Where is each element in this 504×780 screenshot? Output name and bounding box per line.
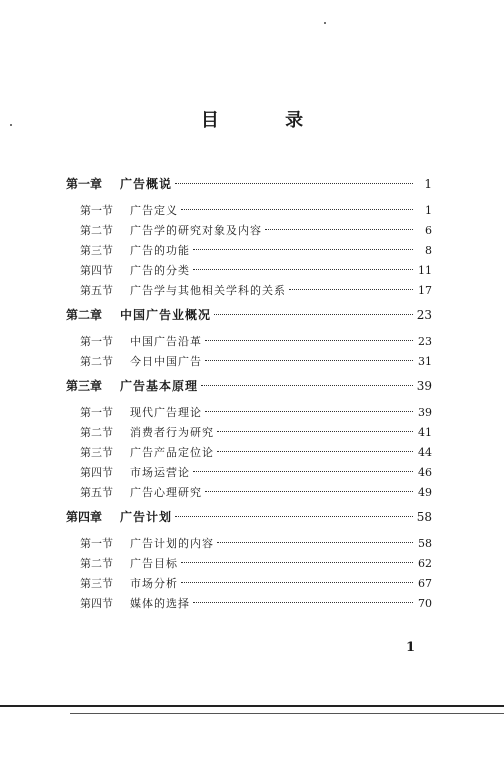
chapter-title: 广告基本原理 — [120, 379, 199, 393]
toc-section-row — [66, 463, 432, 483]
section-number: 第一节 — [80, 204, 113, 217]
toc-section-row — [66, 534, 432, 554]
dot-leader — [175, 516, 413, 517]
toc-section-row — [66, 241, 432, 261]
toc-chapter-row — [66, 507, 432, 528]
page-number: 39 — [416, 379, 432, 393]
dot-leader — [201, 385, 413, 386]
page-number: 58 — [416, 510, 432, 524]
section-title: 广告产品定位论 — [130, 446, 214, 459]
scan-speck — [324, 22, 326, 24]
section-title: 媒体的选择 — [130, 597, 190, 610]
section-title: 广告的分类 — [130, 264, 190, 277]
page-number: 39 — [418, 406, 432, 419]
dot-leader — [193, 602, 413, 603]
page-number: 23 — [418, 335, 432, 348]
bottom-rule-secondary — [70, 713, 504, 714]
page-number: 44 — [418, 446, 432, 459]
section-number: 第二节 — [80, 355, 113, 368]
page-number: 41 — [418, 426, 432, 439]
section-title: 消费者行为研究 — [130, 426, 214, 439]
toc-section-row — [66, 554, 432, 574]
toc-section-row — [66, 483, 432, 503]
page-folio: 1 — [406, 640, 416, 655]
section-number: 第二节 — [80, 224, 113, 237]
toc-chapter-row — [66, 305, 432, 326]
page-number: 62 — [418, 557, 432, 570]
scan-speck — [10, 124, 12, 126]
toc-section-row — [66, 352, 432, 372]
toc-section-row — [66, 332, 432, 352]
page-number: 58 — [418, 537, 432, 550]
page-number: 11 — [418, 264, 432, 277]
chapter-title: 广告计划 — [120, 510, 173, 524]
dot-leader — [217, 542, 413, 543]
chapter-number: 第三章 — [66, 379, 103, 393]
toc-section-row — [66, 594, 432, 614]
page-number: 31 — [418, 355, 432, 368]
toc-section-row — [66, 281, 432, 301]
section-number: 第三节 — [80, 244, 113, 257]
dot-leader — [289, 289, 413, 290]
page-number: 1 — [424, 177, 432, 191]
toc-section-row — [66, 574, 432, 594]
dot-leader — [181, 582, 413, 583]
section-number: 第四节 — [80, 264, 113, 277]
dot-leader — [193, 269, 413, 270]
section-number: 第一节 — [80, 335, 113, 348]
toc-section-row — [66, 201, 432, 221]
chapter-title: 广告概说 — [120, 177, 173, 191]
toc-section-row — [66, 403, 432, 423]
section-title: 广告的功能 — [130, 244, 190, 257]
dot-leader — [181, 562, 413, 563]
dot-leader — [217, 451, 413, 452]
toc-section-row — [66, 423, 432, 443]
page-number: 23 — [416, 308, 432, 322]
section-title: 市场运营论 — [130, 466, 190, 479]
section-number: 第一节 — [80, 406, 113, 419]
chapter-number: 第四章 — [66, 510, 103, 524]
section-number: 第四节 — [80, 466, 113, 479]
toc-chapter-row — [66, 376, 432, 397]
toc-section-row — [66, 221, 432, 241]
dot-leader — [205, 491, 413, 492]
dot-leader — [193, 249, 413, 250]
section-number: 第五节 — [80, 284, 113, 297]
section-number: 第二节 — [80, 557, 113, 570]
section-title: 广告目标 — [130, 557, 178, 570]
page-number: 46 — [418, 466, 432, 479]
section-title: 现代广告理论 — [130, 406, 202, 419]
section-title: 广告学与其他相关学科的关系 — [130, 284, 286, 297]
dot-leader — [214, 314, 413, 315]
chapter-number: 第一章 — [66, 177, 103, 191]
page-title: 目 录 — [200, 110, 334, 131]
section-title: 中国广告沿革 — [130, 335, 202, 348]
section-title: 广告计划的内容 — [130, 537, 214, 550]
section-title: 今日中国广告 — [130, 355, 202, 368]
dot-leader — [205, 340, 413, 341]
section-number: 第一节 — [80, 537, 113, 550]
section-title: 市场分析 — [130, 577, 178, 590]
dot-leader — [205, 360, 413, 361]
toc-section-row — [66, 261, 432, 281]
page-number: 49 — [418, 486, 432, 499]
section-number: 第二节 — [80, 426, 113, 439]
page-number: 6 — [425, 224, 432, 237]
page-number: 70 — [418, 597, 432, 610]
page-number: 67 — [418, 577, 432, 590]
dot-leader — [181, 209, 413, 210]
section-title: 广告学的研究对象及内容 — [130, 224, 262, 237]
section-title: 广告心理研究 — [130, 486, 202, 499]
section-number: 第三节 — [80, 446, 113, 459]
dot-leader — [265, 229, 413, 230]
toc-section-row — [66, 443, 432, 463]
dot-leader — [205, 411, 413, 412]
chapter-number: 第二章 — [66, 308, 103, 322]
chapter-title: 中国广告业概况 — [120, 308, 212, 322]
section-title: 广告定义 — [130, 204, 178, 217]
dot-leader — [217, 431, 413, 432]
section-number: 第三节 — [80, 577, 113, 590]
section-number: 第五节 — [80, 486, 113, 499]
dot-leader — [193, 471, 413, 472]
bottom-rule — [0, 705, 504, 707]
page-number: 8 — [425, 244, 432, 257]
page-number: 17 — [418, 284, 432, 297]
page-number: 1 — [425, 204, 432, 217]
dot-leader — [175, 183, 413, 184]
section-number: 第四节 — [80, 597, 113, 610]
table-of-contents — [66, 174, 432, 614]
toc-chapter-row — [66, 174, 432, 195]
